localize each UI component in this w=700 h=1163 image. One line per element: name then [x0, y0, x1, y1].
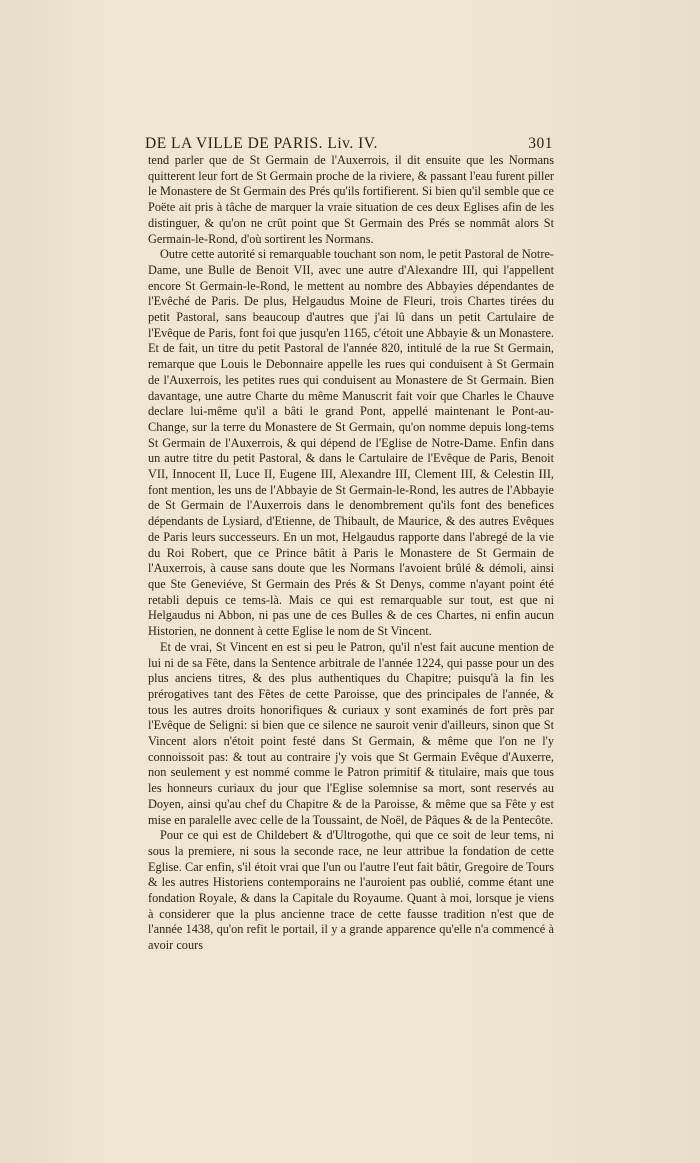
paragraph: Et de vrai, St Vincent en est si peu le Patron, qu'il n'est fait aucune mention de lui ni de sa Fête, dans la Sentence arbitrale de l'année 1224, qui passe pour un des plus anciens titres, & des plus authentiques du Chapitre; puisqu'à la fin les prérogatives tant des Fêtes de cette Paroisse, que des principales de l'année, & tous les autres droits honorifiques & curiaux y sont examinés de fort près par l'Evêque de Seligni: si bien que ce silence ne sauroit venir d'ailleurs, sinon que St Vincent alors n'étoit point festé dans St Germain, & même que l'on ne l'y connoissoit pas: & tout au contraire j'y vois que St Germain Evêque d'Auxerre, non seulement y est nommé comme le Patron primitif & titulaire, mais que tous les honneurs curiaux du jour que l'Eglise solemnise sa mort, sont reservés au Doyen, ainsi qu'au chef du Chapitre & de la Paroisse, & même que sa Fête y est mise en paralelle avec celle de la Toussaint, de Noël, de Pâques & de la Pentecôte. [148, 639, 554, 827]
paragraph: Outre cette autorité si remarquable touchant son nom, le petit Pastoral de Notre-Dame, une Bulle de Benoit VII, avec une autre d'Alexandre III, qui l'appellent encore St Germain-le-Rond, le mettent au nombre des Abbayies dépendantes de l'Evêché de Paris. De plus, Helgaudus Moine de Fleuri, trois Chartes tirées du petit Pastoral, sans beaucoup d'autres que j'ai lû dans un petit Cartulaire de l'Evêque de Paris, font foi que jusqu'en 1165, c'étoit une Abbayie & un Monastere. Et de fait, un titre du petit Pastoral de l'année 820, intitulé de la rue St Germain, remarque que Louis le Debonnaire appelle les rues qui conduisent à St Germain de l'Auxerrois, les petites rues qui conduisent au Monastere de St Germain. Bien davantage, une autre Charte du même Manuscrit fait voir que Charles le Chauve declare lui-même qu'il a bâti le grand Pont, appellé maintenant le Pont-au-Change, sur la terre du Monastere de St Germain, qu'on nomme depuis long-tems St Germain de l'Auxerrois, & qui dépend de l'Eglise de Notre-Dame. Enfin dans un autre titre du petit Pastoral, & dans le Cartulaire de l'Evêque de Paris, Benoit VII, Innocent II, Luce II, Eugene III, Alexandre III, Clement III, & Celestin III, font mention, les uns de l'Abbayie de St Germain-le-Rond, les autres de l'Abbayie de St Germain de l'Auxerrois dans le denombrement qu'ils font des benefices dépendants de Lysiard, d'Etienne, de Thibault, de Maurice, & des autres Evêques de Paris leurs successeurs. En un mot, Helgaudus rapporte dans l'abregé de la vie du Roi Robert, que ce Prince bâtit à Paris le Monastere de St Germain de l'Auxerrois, à cause sans doute que les Normans l'avoient brûlé & démoli, ainsi que Ste Geneviéve, St Germain des Prés & St Denys, comme n'ayant point été retabli depuis ce tems-là. Mais ce qui est remarquable sur tout, est que ni Helgaudus ni Abbon, ni pas une de ces Bulles & de ces Chartes, ni enfin aucun Historien, ne donnent à cette Eglise le nom de St Vincent. [148, 247, 554, 639]
paragraph: Pour ce qui est de Childebert & d'Ultrogothe, qui que ce soit de leur tems, ni sous la premiere, ni sous la seconde race, ne leur attribue la fondation de cette Eglise. Car enfin, s'il étoit vrai que l'un ou l'autre l'eut fait bâtir, Gregoire de Tours & les autres Historiens contemporains ne l'auroient pas oublié, comme étant une fondation Royale, & dans la Capitale du Royaume. Quant à moi, lorsque je viens à considerer que la plus ancienne trace de cette fausse tradition n'est que de l'année 1438, qu'on refit le portail, il y a grande apparence qu'elle n'a commencé à avoir cours [148, 828, 554, 953]
page-number: 301 [528, 135, 553, 152]
paragraph: tend parler que de St Germain de l'Auxerrois, il dit ensuite que les Normans quitterent leur fort de St Germain proche de la riviere, & passant l'eau furent piller le Monastere de St Germain des Prés qu'ils fortifierent. Si bien qu'il semble que ce Poëte ait pris à tâche de marquer la vraie situation de ces deux Eglises afin de les distinguer, & qu'on ne crût point que St Germain des Prés se nommât alors St Germain-le-Rond, d'où sortirent les Normans. [148, 153, 554, 246]
body-text [148, 153, 554, 954]
running-title: DE LA VILLE DE PARIS. Liv. IV. [145, 135, 378, 152]
page-header [145, 135, 553, 155]
